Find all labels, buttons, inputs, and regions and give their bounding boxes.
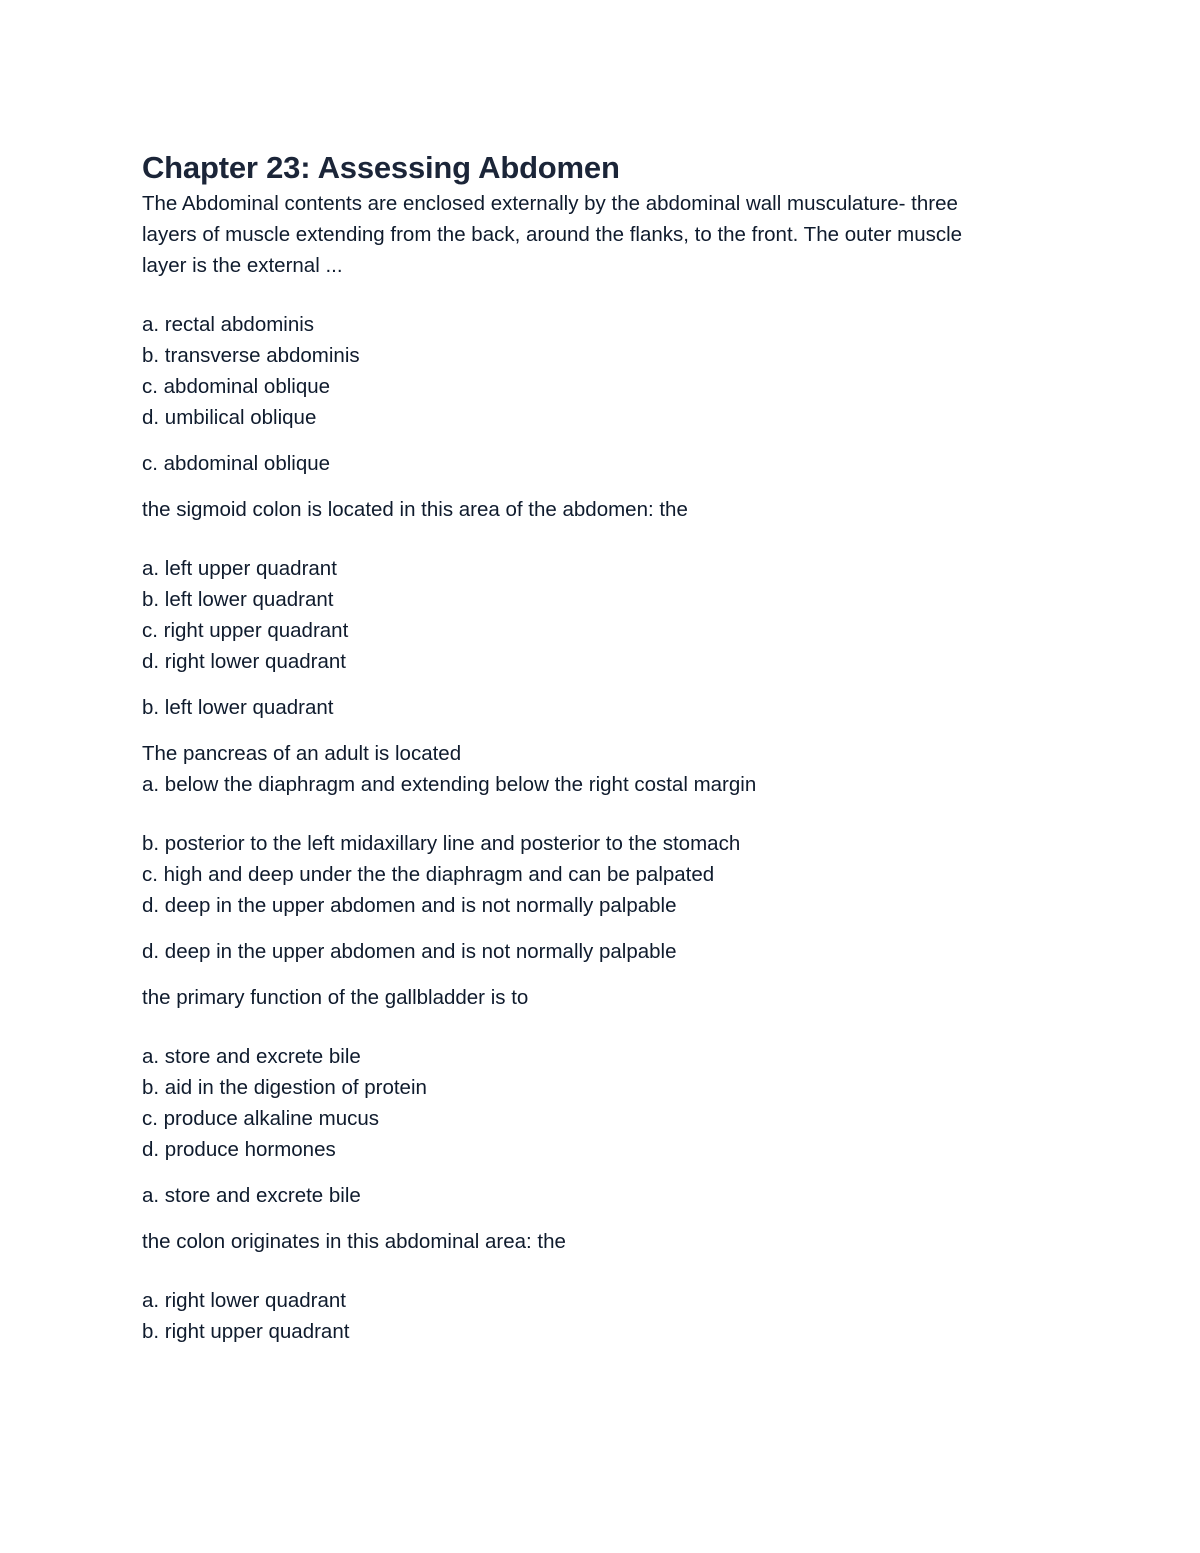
answer-text: d. deep in the upper abdomen and is not normally palpable: [142, 940, 677, 963]
option-c: c. produce alkaline mucus: [142, 1107, 380, 1130]
option-d: d. umbilical oblique: [142, 406, 317, 429]
option-b: b. right upper quadrant: [142, 1320, 350, 1343]
option-b: b. left lower quadrant: [142, 588, 334, 611]
option-b: b. transverse abdominis: [142, 344, 360, 367]
option-c: c. right upper quadrant: [142, 619, 349, 642]
question-text: the colon originates in this abdominal area: the: [142, 1230, 566, 1253]
page-title: Chapter 23: Assessing Abdomen: [142, 150, 620, 185]
option-a: a. store and excrete bile: [142, 1045, 361, 1068]
question-text: the primary function of the gallbladder is to: [142, 986, 529, 1009]
question-block-2: [142, 494, 1042, 723]
question-block-4: [142, 982, 1042, 1211]
question-block-5: [142, 1226, 1042, 1347]
answer-text: b. left lower quadrant: [142, 696, 334, 719]
option-d: d. produce hormones: [142, 1138, 336, 1161]
option-c: c. high and deep under the the diaphragm and can be palpated: [142, 863, 715, 886]
option-b: b. posterior to the left midaxillary line and posterior to the stomach: [142, 832, 741, 855]
option-b: b. aid in the digestion of protein: [142, 1076, 427, 1099]
answer-text: c. abdominal oblique: [142, 452, 331, 475]
option-a: a. left upper quadrant: [142, 557, 337, 580]
option-a: a. right lower quadrant: [142, 1289, 346, 1312]
option-d: d. right lower quadrant: [142, 650, 346, 673]
question-block-1: [142, 188, 1042, 479]
question-text: The pancreas of an adult is located: [142, 742, 462, 765]
question-block-3: [142, 738, 1042, 967]
question-text-line: layers of muscle extending from the back, around the flanks, to the front. The outer muscle: [142, 223, 963, 246]
option-c: c. abdominal oblique: [142, 375, 331, 398]
question-text: the sigmoid colon is located in this area of the abdomen: the: [142, 498, 688, 521]
document-page: [142, 148, 1042, 1347]
option-a: a. below the diaphragm and extending below the right costal margin: [142, 773, 757, 796]
question-text-line: layer is the external ...: [142, 254, 343, 277]
option-d: d. deep in the upper abdomen and is not normally palpable: [142, 894, 677, 917]
option-a: a. rectal abdominis: [142, 313, 315, 336]
question-text-line: The Abdominal contents are enclosed externally by the abdominal wall musculature- three: [142, 192, 958, 215]
answer-text: a. store and excrete bile: [142, 1184, 361, 1207]
